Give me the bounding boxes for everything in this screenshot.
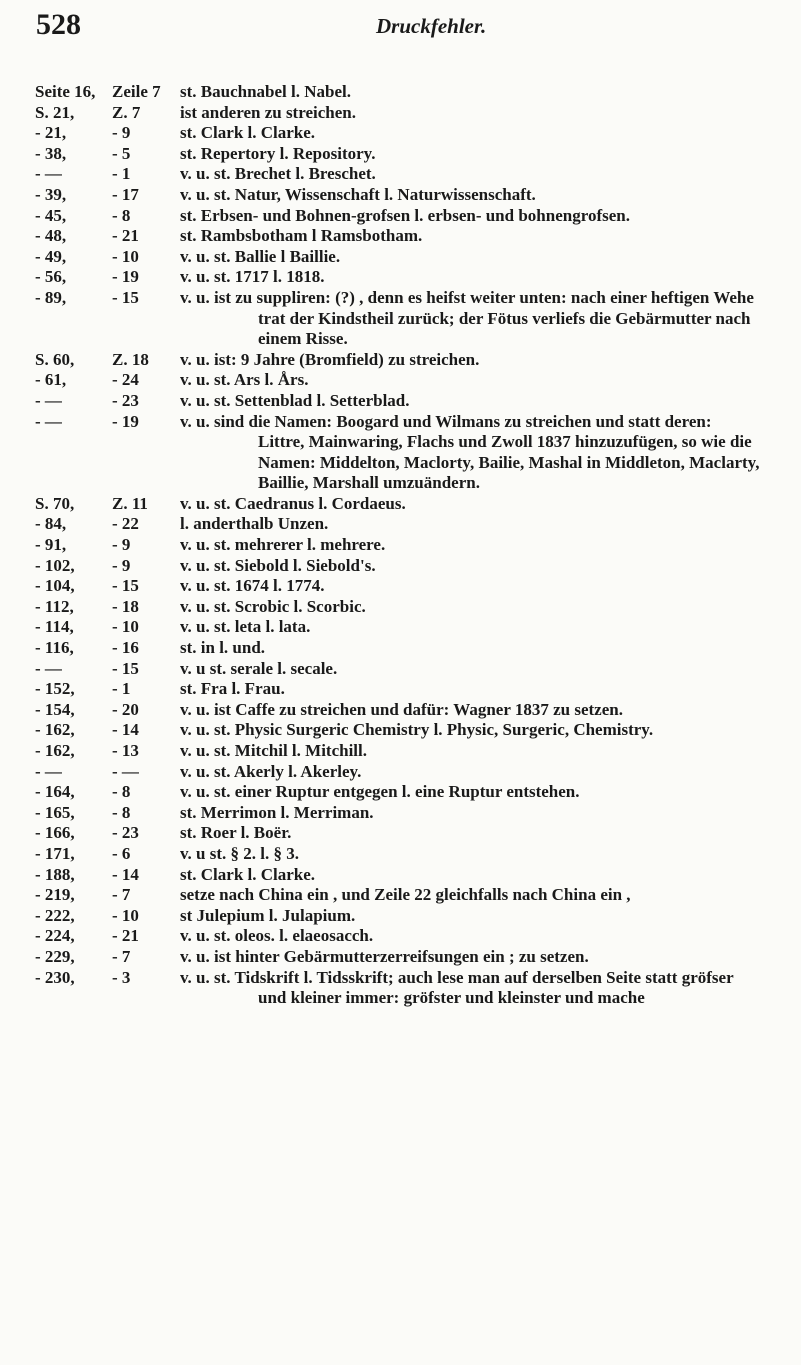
entry-page-ref: - 91, xyxy=(35,535,67,555)
entry-correction: v. u. st. Mitchil l. Mitchill. xyxy=(180,741,367,760)
entry-page-ref: - 45, xyxy=(35,205,67,225)
entry-page-ref: - 89, xyxy=(35,287,67,307)
entry-correction: st. Rambsbotham l Ramsbotham. xyxy=(180,226,423,246)
entry-page-ref: - 56, xyxy=(35,267,67,287)
entry-page-ref: - 102, xyxy=(35,555,75,575)
errata-entry xyxy=(0,103,801,124)
entry-correction: v. u st. § 2. l. § 3. xyxy=(180,843,300,863)
entry-line-ref: - 8 xyxy=(112,205,131,225)
entry-correction: v. u. st. Siebold l. Siebold's. xyxy=(180,555,376,575)
entry-correction: v. u st. serale l. secale. xyxy=(180,658,338,678)
entry-page-ref: - 171, xyxy=(35,843,75,863)
errata-entry xyxy=(0,123,801,144)
entry-line-ref: - 10 xyxy=(112,246,139,266)
entry-page-ref: - 61, xyxy=(35,370,67,390)
entry-correction: v. u. st. Physic Surgeric Chemistry l. Physic, Surgeric, Chemistry. xyxy=(180,720,654,740)
entry-line-ref: - 6 xyxy=(112,843,131,863)
entry-page-ref: S. 70, xyxy=(35,493,75,513)
entry-page-ref: - 84, xyxy=(35,514,67,534)
errata-entry xyxy=(0,823,801,844)
entry-correction: v. u. st. mehrerer l. mehrere. xyxy=(180,535,386,555)
errata-entry xyxy=(0,556,801,577)
entry-page-ref: - — xyxy=(35,411,62,431)
entry-line-ref: - 19 xyxy=(112,411,139,431)
entry-correction: v. u. sind die Namen: Boogard und Wilmans zu streichen und statt deren: Littre, Mainwaring, Flachs und Zwoll 1837 hinzuzufügen, so wie die Namen: Middelton, Maclorty, Bailie, Mashal in Middleton, Maclarty, Baillie, Marshall umzuändern. xyxy=(180,411,760,493)
errata-entry xyxy=(0,597,801,618)
errata-entry xyxy=(0,82,801,103)
entry-page-ref: - 219, xyxy=(35,885,75,905)
errata-entry xyxy=(0,741,801,762)
entry-line-ref: - 1 xyxy=(112,164,131,184)
entry-line-ref: - 21 xyxy=(112,226,139,246)
entry-page-ref: - — xyxy=(35,658,62,678)
errata-entry xyxy=(0,247,801,268)
entry-line-ref: - 19 xyxy=(112,267,139,287)
errata-entry xyxy=(0,679,801,700)
entry-correction: st Julepium l. Julapium. xyxy=(180,905,356,925)
entry-correction: v. u. st. Akerly l. Akerley. xyxy=(180,761,362,781)
errata-entry xyxy=(0,947,801,968)
errata-entry xyxy=(0,844,801,865)
entry-correction: v. u. ist Caffe zu streichen und dafür: Wagner 1837 zu setzen. xyxy=(180,699,623,719)
entry-line-ref: - 9 xyxy=(112,123,131,143)
entry-correction: v. u. ist: 9 Jahre (Bromfield) zu streichen. xyxy=(180,349,480,369)
errata-entry xyxy=(0,370,801,391)
entry-page-ref: - — xyxy=(35,761,62,781)
errata-entry xyxy=(0,185,801,206)
errata-entry xyxy=(0,391,801,412)
entry-correction: v. u. st. oleos. l. elaeosacch. xyxy=(180,926,374,946)
entry-page-ref: - 21, xyxy=(35,123,67,143)
entry-correction: st. Erbsen- und Bohnen-grofsen l. erbsen- und bohnengrofsen. xyxy=(180,205,630,225)
entry-correction: st. Merrimon l. Merriman. xyxy=(180,802,374,822)
entry-line-ref: Zeile 7 xyxy=(112,82,161,101)
entry-correction: v. u. st. leta l. lata. xyxy=(180,617,311,637)
entry-line-ref: - 23 xyxy=(112,823,139,843)
entry-line-ref: - 15 xyxy=(112,576,139,596)
entry-line-ref: - 8 xyxy=(112,802,131,822)
entry-correction: v. u. st. Brechet l. Breschet. xyxy=(180,164,376,184)
entry-correction: ist anderen zu streichen. xyxy=(180,102,356,122)
entry-correction: v. u. st. Natur, Wissenschaft l. Naturwissenschaft. xyxy=(180,184,536,204)
running-title: Druckfehler. xyxy=(376,14,487,38)
errata-entry xyxy=(0,762,801,783)
entry-line-ref: - 24 xyxy=(112,370,139,390)
entry-page-ref: - 49, xyxy=(35,246,67,266)
entry-page-ref: - 162, xyxy=(35,720,75,740)
entry-line-ref: - 9 xyxy=(112,555,131,575)
entry-page-ref: - 230, xyxy=(35,967,75,987)
entry-page-ref: - 188, xyxy=(35,864,75,884)
entry-line-ref: - 20 xyxy=(112,699,139,719)
entry-line-ref: - 23 xyxy=(112,390,139,410)
errata-entry xyxy=(0,576,801,597)
errata-entry xyxy=(0,494,801,515)
entry-correction: v. u. st. Ars l. Års. xyxy=(180,370,309,390)
entry-page-ref: - 165, xyxy=(35,802,75,822)
entry-page-ref: Seite 16, xyxy=(35,82,96,101)
entry-correction: v. u. st. Tidskrift l. Tidsskrift; auch lese man auf derselben Seite statt gröfser und kleiner immer: gröfster und kleinster und mache xyxy=(180,967,734,1008)
entry-correction: st. Clark l. Clarke. xyxy=(180,864,316,884)
entry-page-ref: - 152, xyxy=(35,679,75,699)
errata-entry xyxy=(0,865,801,886)
entry-correction: v. u. st. einer Ruptur entgegen l. eine Ruptur entstehen. xyxy=(180,782,580,802)
entry-line-ref: Z. 11 xyxy=(112,493,148,513)
entry-line-ref: Z. 18 xyxy=(112,349,149,369)
errata-entry xyxy=(0,720,801,741)
entry-page-ref: - 114, xyxy=(35,617,74,637)
entry-line-ref: - 1 xyxy=(112,679,131,699)
entry-correction: v. u. st. Ballie l Baillie. xyxy=(180,246,341,266)
entry-correction: st. Clark l. Clarke. xyxy=(180,123,316,143)
entry-correction: v. u. st. Scrobic l. Scorbic. xyxy=(180,596,366,616)
errata-entry xyxy=(0,144,801,165)
entry-line-ref: - — xyxy=(112,761,139,781)
errata-entry xyxy=(0,617,801,638)
entry-correction: st. Bauchnabel l. Nabel. xyxy=(180,82,351,101)
entry-line-ref: - 5 xyxy=(112,143,131,163)
entry-correction: v. u. ist zu suppliren: (?) , denn es heifst weiter unten: nach einer heftigen Wehe trat der Kindstheil zurück; der Fötus verliefs die Gebärmutter nach einem Risse. xyxy=(180,287,754,349)
entry-page-ref: - 104, xyxy=(35,576,75,596)
entry-line-ref: - 13 xyxy=(112,741,139,760)
entry-line-ref: - 7 xyxy=(112,885,131,905)
entry-correction: st. Repertory l. Repository. xyxy=(180,143,376,163)
entry-page-ref: S. 21, xyxy=(35,102,75,122)
entry-page-ref: - 164, xyxy=(35,782,75,802)
errata-entry xyxy=(0,926,801,947)
entry-page-ref: - 154, xyxy=(35,699,75,719)
errata-entry xyxy=(0,535,801,556)
errata-entry xyxy=(0,638,801,659)
entry-line-ref: Z. 7 xyxy=(112,102,141,122)
entry-page-ref: - — xyxy=(35,164,62,184)
entry-correction: l. anderthalb Unzen. xyxy=(180,514,329,534)
entry-line-ref: - 21 xyxy=(112,926,139,946)
errata-entry xyxy=(0,782,801,803)
entry-correction: st. Roer l. Boër. xyxy=(180,823,292,843)
entry-line-ref: - 14 xyxy=(112,720,139,740)
errata-entry xyxy=(0,514,801,535)
entry-line-ref: - 18 xyxy=(112,596,139,616)
errata-entry xyxy=(0,906,801,927)
entry-line-ref: - 16 xyxy=(112,638,139,658)
entry-page-ref: - 224, xyxy=(35,926,75,946)
errata-entry xyxy=(0,412,801,494)
errata-entry xyxy=(0,350,801,371)
errata-entry xyxy=(0,206,801,227)
entry-page-ref: - 48, xyxy=(35,226,67,246)
entry-correction: v. u. ist hinter Gebärmutterzerreifsungen ein ; zu setzen. xyxy=(180,946,589,966)
entry-correction: v. u. st. 1674 l. 1774. xyxy=(180,576,325,596)
entry-correction: v. u. st. 1717 l. 1818. xyxy=(180,267,325,287)
errata-entry xyxy=(0,267,801,288)
entry-page-ref: - 116, xyxy=(35,638,74,658)
entry-line-ref: - 14 xyxy=(112,864,139,884)
errata-entry xyxy=(0,164,801,185)
entry-line-ref: - 3 xyxy=(112,967,131,987)
errata-entry xyxy=(0,885,801,906)
entry-line-ref: - 9 xyxy=(112,535,131,555)
errata-entry xyxy=(0,968,801,1009)
entry-line-ref: - 7 xyxy=(112,946,131,966)
page-header xyxy=(36,8,766,48)
entry-correction: setze nach China ein , und Zeile 22 gleichfalls nach China ein , xyxy=(180,885,631,905)
entry-page-ref: - 112, xyxy=(35,596,74,616)
entry-page-ref: S. 60, xyxy=(35,349,75,369)
entry-page-ref: - 38, xyxy=(35,143,67,163)
entry-line-ref: - 10 xyxy=(112,905,139,925)
entry-line-ref: - 15 xyxy=(112,658,139,678)
entry-correction: v. u. st. Caedranus l. Cordaeus. xyxy=(180,493,406,513)
entry-line-ref: - 17 xyxy=(112,184,139,204)
entry-page-ref: - 229, xyxy=(35,946,75,966)
entry-page-ref: - 166, xyxy=(35,823,75,843)
errata-entry xyxy=(0,700,801,721)
errata-entry xyxy=(0,226,801,247)
errata-entry xyxy=(0,803,801,824)
page-number: 528 xyxy=(36,8,81,41)
entry-correction: v. u. st. Settenblad l. Setterblad. xyxy=(180,390,410,410)
entry-page-ref: - — xyxy=(35,390,62,410)
entry-page-ref: - 162, xyxy=(35,741,75,760)
entry-line-ref: - 22 xyxy=(112,514,139,534)
entry-line-ref: - 15 xyxy=(112,287,139,307)
entry-line-ref: - 10 xyxy=(112,617,139,637)
errata-entry xyxy=(0,659,801,680)
entry-correction: st. Fra l. Frau. xyxy=(180,679,285,699)
errata-entry xyxy=(0,288,801,350)
errata-list xyxy=(0,82,801,1009)
entry-page-ref: - 39, xyxy=(35,184,67,204)
entry-correction: st. in l. und. xyxy=(180,638,266,658)
entry-line-ref: - 8 xyxy=(112,782,131,802)
entry-page-ref: - 222, xyxy=(35,905,75,925)
